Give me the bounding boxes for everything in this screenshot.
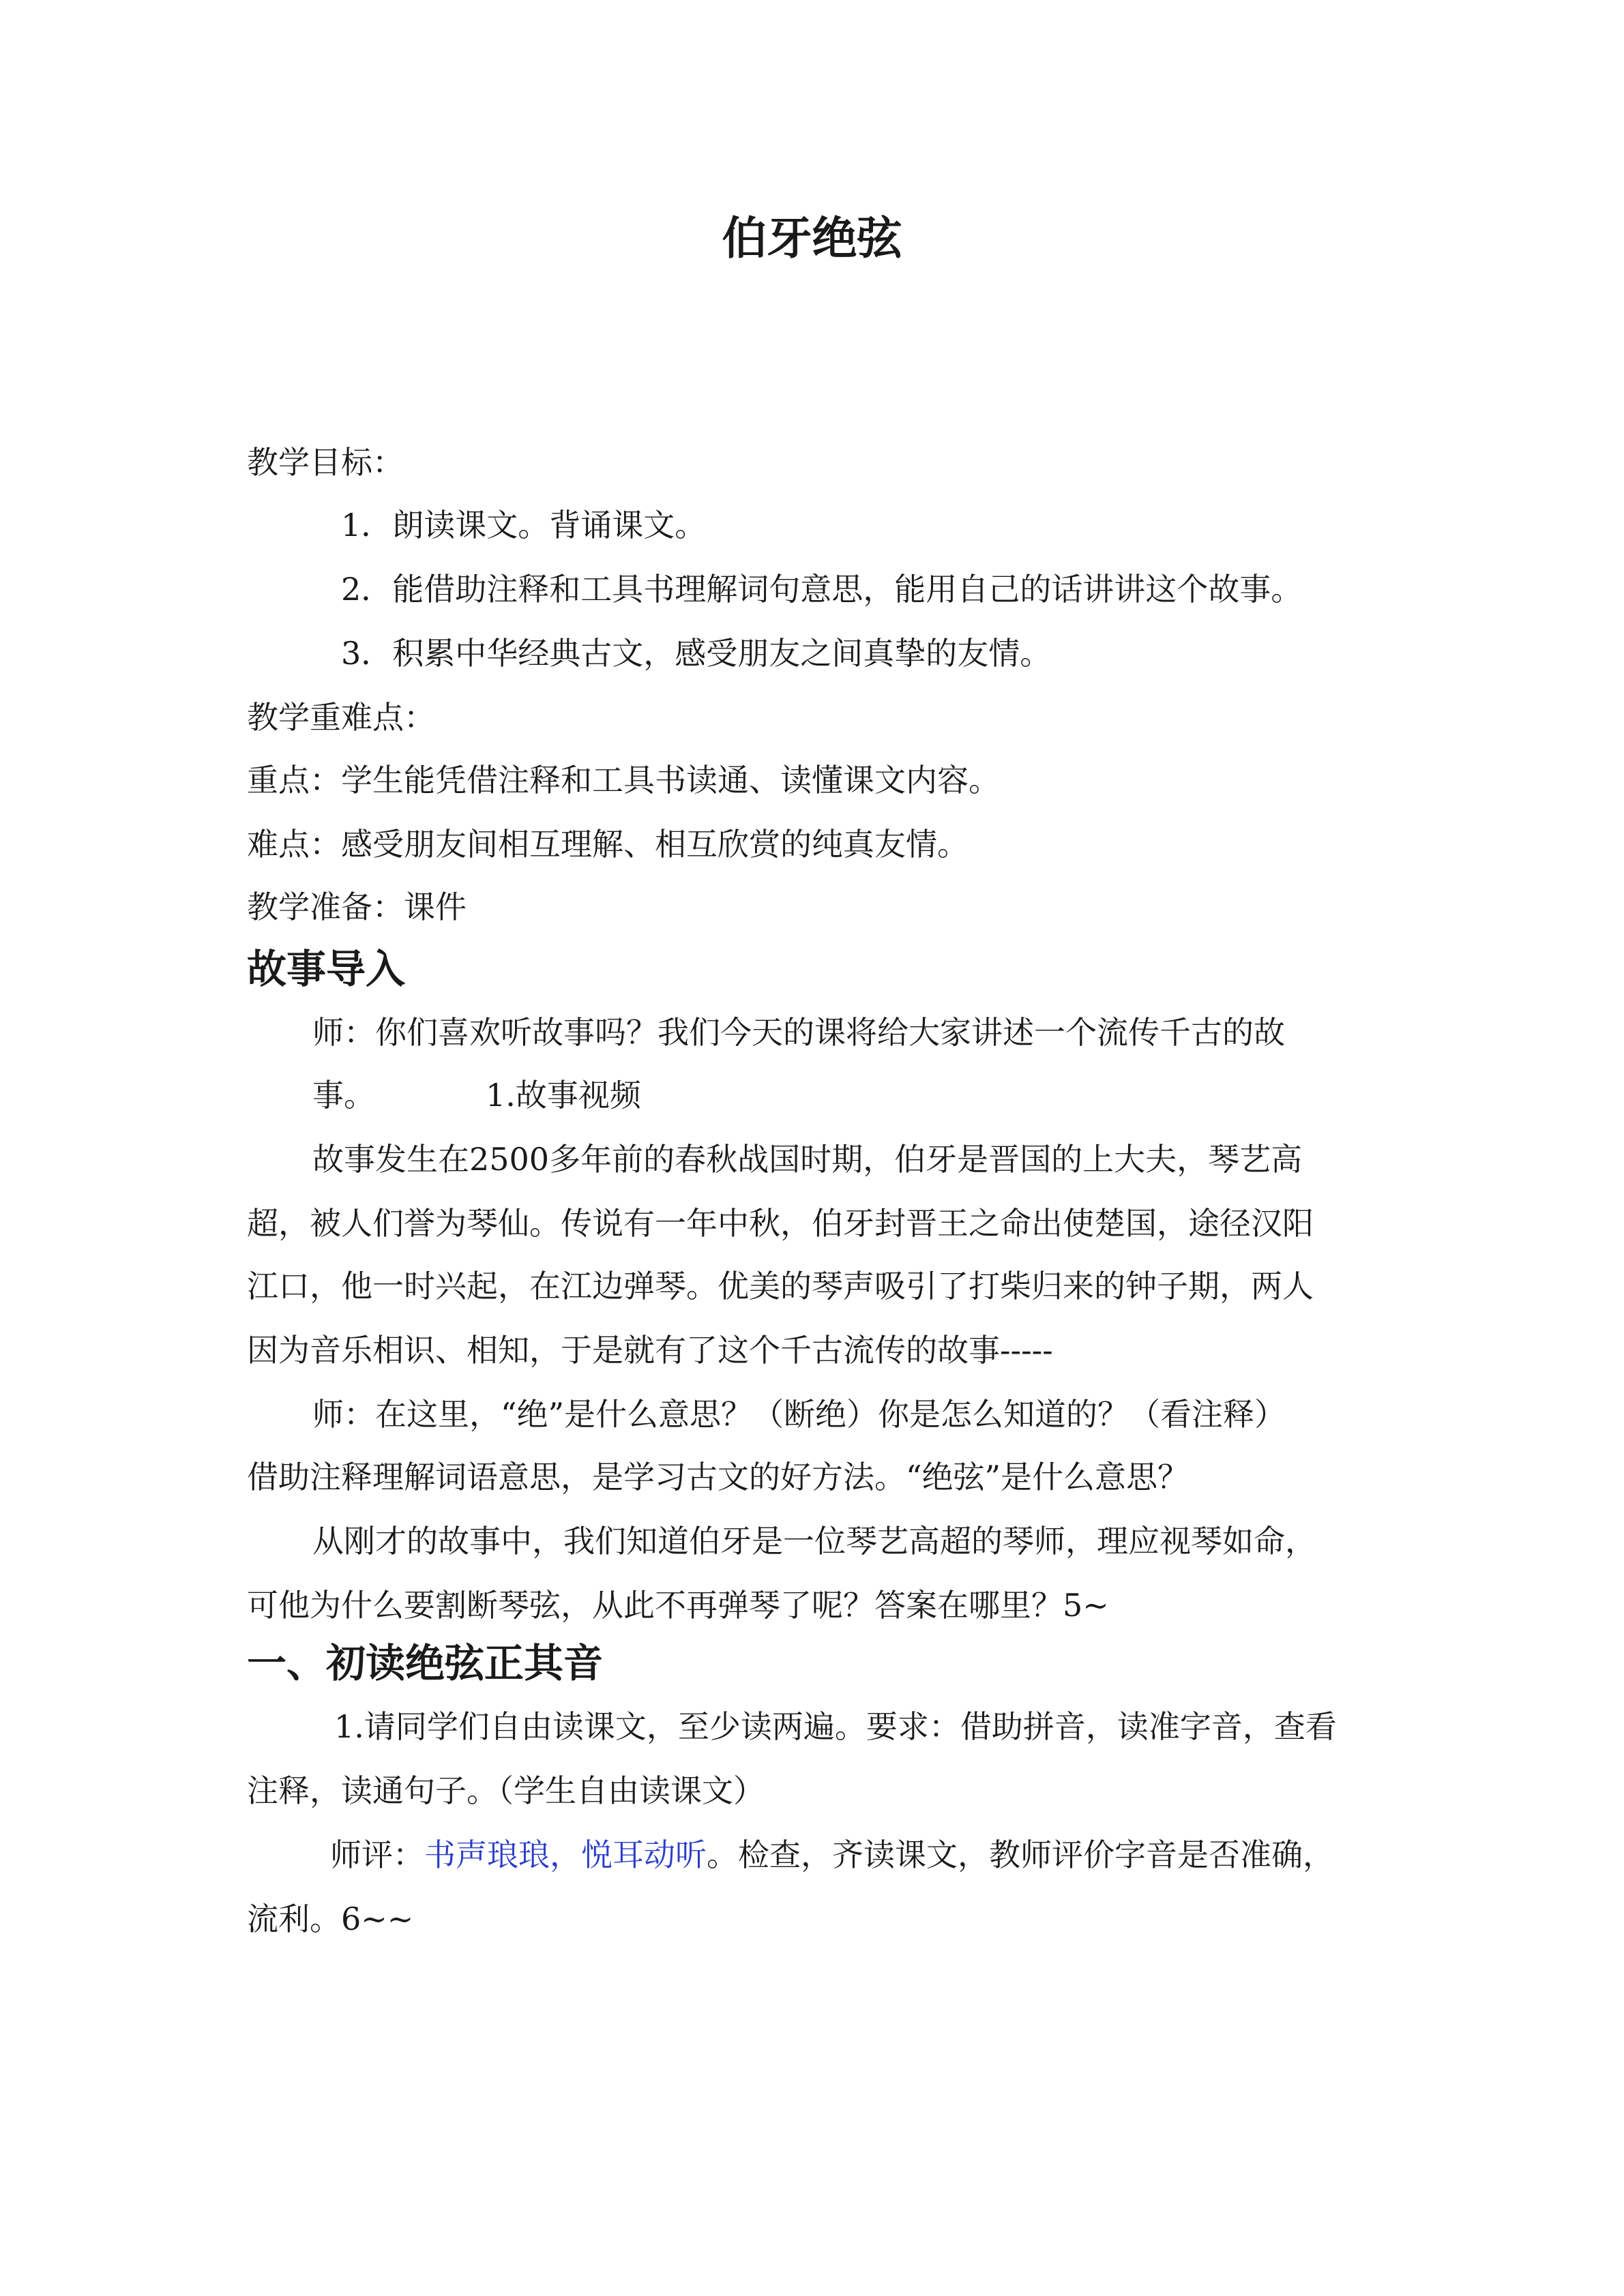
section-heading-first-reading: 一、初读绝弦正其音: [247, 1640, 604, 1686]
task-line-1: 1.请同学们自由读课文，至少读两遍。要求：借助拼音，读准字音，查看: [334, 1708, 1337, 1745]
objective-item-3: 3．积累中华经典古文，感受朋友之间真挚的友情。: [341, 635, 1052, 672]
objectives-label: 教学目标：: [247, 444, 404, 481]
why-line-2: 可他为什么要割断琴弦，从此不再弹琴了呢？答案在哪里？5~: [247, 1587, 1109, 1624]
why-line-1: 从刚才的故事中，我们知道伯牙是一位琴艺高超的琴师，理应视琴如命，: [312, 1523, 1316, 1560]
objective-item-2: 2．能借助注释和工具书理解词句意思，能用自己的话讲讲这个故事。: [341, 571, 1303, 608]
evaluation-highlight: 书声琅琅，悦耳动听: [424, 1836, 707, 1873]
evaluation-rest: 。检查，齐读课文，教师评价字音是否准确，: [707, 1836, 1334, 1873]
key-point: 重点：学生能凭借注释和工具书读通、读懂课文内容。: [247, 762, 1000, 799]
hard-point: 难点：感受朋友间相互理解、相互欣赏的纯真友情。: [247, 826, 969, 863]
story-line-1: 故事发生在2500多年前的春秋战国时期，伯牙是晋国的上大夫，琴艺高: [312, 1141, 1303, 1178]
evaluation-prefix: 师评：: [330, 1836, 424, 1873]
evaluation-line-1: [330, 1834, 1334, 1875]
section-heading-story-intro: 故事导入: [247, 946, 406, 992]
difficulty-label: 教学重难点：: [247, 699, 435, 736]
evaluation-line-2: 流利。6~~: [247, 1900, 414, 1937]
video-label: 1.故事视频: [486, 1077, 641, 1114]
story-line-4: 因为音乐相识、相知，于是就有了这个千古流传的故事-----: [247, 1332, 1053, 1369]
intro-line-2: 事。: [312, 1077, 375, 1114]
objective-item-1: 1．朗读课文。背诵课文。: [341, 507, 707, 543]
page-title: 伯牙绝弦: [722, 212, 902, 265]
preparation: 教学准备：课件: [247, 889, 467, 925]
question-line-1: 师：在这里，“绝”是什么意思？（断绝）你是怎么知道的？（看注释）: [312, 1396, 1286, 1433]
question-line-2: 借助注释理解词语意思，是学习古文的好方法。“绝弦”是什么意思？: [247, 1459, 1190, 1495]
intro-line-1: 师：你们喜欢听故事吗？我们今天的课将给大家讲述一个流传千古的故: [312, 1014, 1285, 1051]
story-line-3: 江口，他一时兴起，在江边弹琴。优美的琴声吸引了打柴归来的钟子期，两人: [247, 1268, 1314, 1304]
task-line-2: 注释，读通句子。（学生自由读课文）: [247, 1772, 765, 1809]
story-line-2: 超，被人们誉为琴仙。传说有一年中秋，伯牙封晋王之命出使楚国，途径汉阳: [247, 1205, 1314, 1242]
